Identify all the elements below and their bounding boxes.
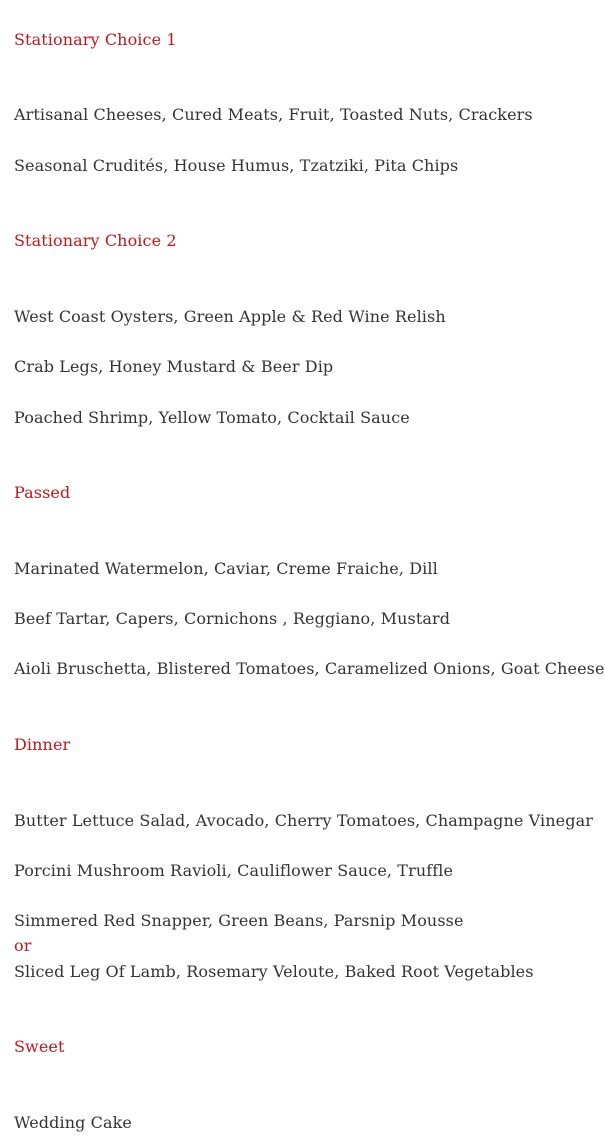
section-title-stationary-choice-1: Stationary Choice 1 (14, 30, 177, 49)
menu-item: Beef Tartar, Capers, Cornichons , Reggiano, Mustard (14, 609, 451, 628)
menu-item: Crab Legs, Honey Mustard & Beer Dip (14, 357, 334, 376)
section-title-stationary-choice-2: Stationary Choice 2 (14, 231, 177, 250)
section-title-passed: Passed (14, 483, 71, 502)
menu-item: Seasonal Crudités, House Humus, Tzatziki, Pita Chips (14, 156, 459, 175)
menu-item: West Coast Oysters, Green Apple & Red Wine Relish (14, 307, 446, 326)
menu-item: Porcini Mushroom Ravioli, Cauliflower Sauce, Truffle (14, 861, 454, 880)
choice-separator: or (14, 936, 32, 955)
menu-item: Artisanal Cheeses, Cured Meats, Fruit, Toasted Nuts, Crackers (14, 105, 533, 124)
menu-item: Poached Shrimp, Yellow Tomato, Cocktail Sauce (14, 408, 410, 427)
menu-item: Wedding Cake (14, 1113, 132, 1132)
section-title-dinner: Dinner (14, 735, 71, 754)
menu-item: Sliced Leg Of Lamb, Rosemary Veloute, Baked Root Vegetables (14, 962, 534, 981)
menu-item: Butter Lettuce Salad, Avocado, Cherry Tomatoes, Champagne Vinegar (14, 811, 593, 830)
section-title-sweet: Sweet (14, 1037, 65, 1056)
menu-item: Marinated Watermelon, Caviar, Creme Fraiche, Dill (14, 559, 438, 578)
menu-item: Simmered Red Snapper, Green Beans, Parsnip Mousse (14, 911, 464, 930)
menu-item: Aioli Bruschetta, Blistered Tomatoes, Caramelized Onions, Goat Cheese (14, 659, 605, 678)
